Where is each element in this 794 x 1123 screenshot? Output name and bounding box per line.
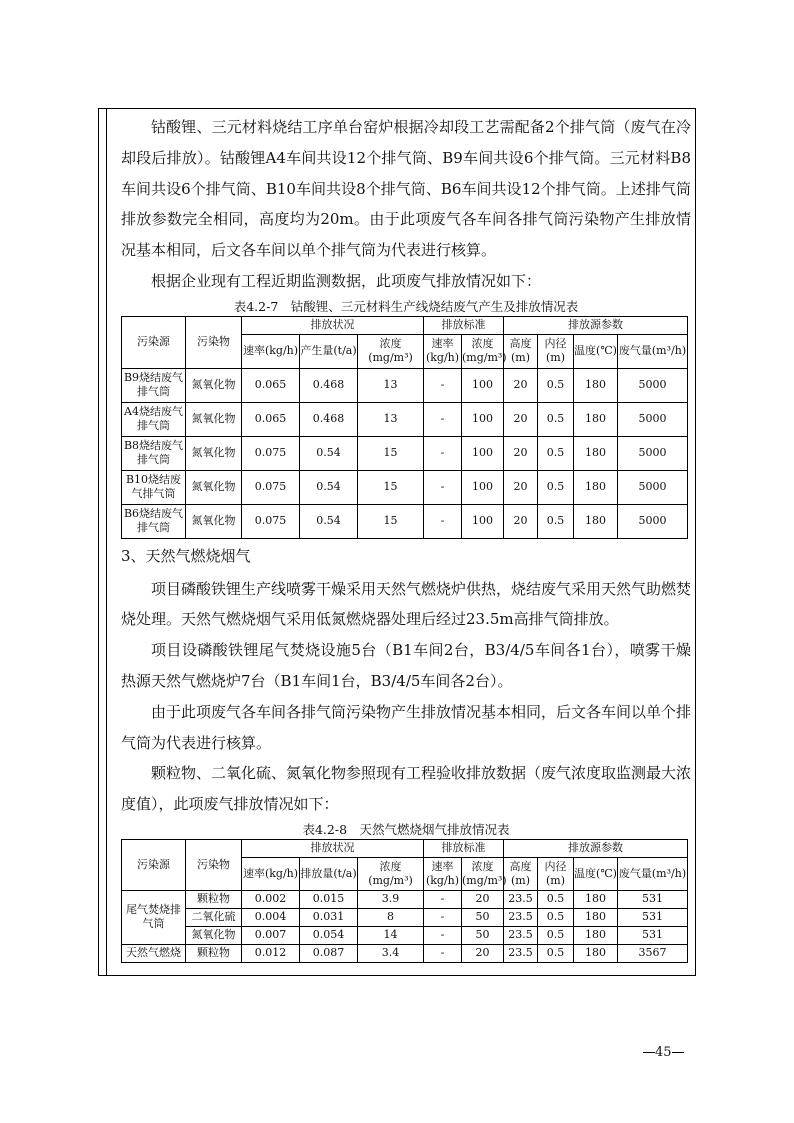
header-diameter: 内径(m) <box>538 857 574 890</box>
header-rate: 速率(kg/h) <box>242 334 300 368</box>
header-standard: 排放标准 <box>424 316 504 334</box>
cell-output: 0.468 <box>300 368 358 402</box>
cell-height: 20 <box>504 368 538 402</box>
cell-rate: 0.075 <box>242 470 300 504</box>
cell-pollutant: 氮氧化物 <box>186 470 242 504</box>
header-output: 排放量(t/a) <box>300 857 358 890</box>
table-row <box>122 944 688 962</box>
cell-conc: 3.4 <box>358 944 424 962</box>
cell-source: 天然气燃烧 <box>122 944 186 962</box>
header-status: 排放状况 <box>242 839 424 857</box>
header-std-conc: 浓度(mg/m³) <box>462 857 504 890</box>
header-status: 排放状况 <box>242 316 424 334</box>
cell-diameter: 0.5 <box>538 944 574 962</box>
cell-std-conc: 50 <box>462 908 504 926</box>
cell-output: 0.054 <box>300 926 358 944</box>
table-row <box>122 470 688 504</box>
cell-volume: 5000 <box>618 470 688 504</box>
cell-temp: 180 <box>574 368 618 402</box>
header-params: 排放源参数 <box>504 316 688 334</box>
cell-source: B6烧结废气排气筒 <box>122 504 186 538</box>
header-pollutant: 污染物 <box>186 316 242 368</box>
cell-std-conc: 100 <box>462 368 504 402</box>
cell-volume: 5000 <box>618 368 688 402</box>
cell-output: 0.468 <box>300 402 358 436</box>
header-height: 高度(m) <box>504 334 538 368</box>
cell-output: 0.54 <box>300 504 358 538</box>
header-pollutant: 污染物 <box>186 839 242 890</box>
cell-source: 尾气焚烧排气筒 <box>122 890 186 944</box>
cell-conc: 15 <box>358 504 424 538</box>
cell-std-conc: 100 <box>462 402 504 436</box>
cell-pollutant: 氮氧化物 <box>186 504 242 538</box>
cell-rate: 0.065 <box>242 368 300 402</box>
header-conc: 浓度(mg/m³) <box>358 334 424 368</box>
cell-diameter: 0.5 <box>538 926 574 944</box>
header-source: 污染源 <box>122 316 186 368</box>
cell-diameter: 0.5 <box>538 908 574 926</box>
cell-height: 23.5 <box>504 926 538 944</box>
cell-output: 0.54 <box>300 470 358 504</box>
cell-pollutant: 氮氧化物 <box>186 368 242 402</box>
cell-conc: 8 <box>358 908 424 926</box>
section-title: 3、天然气燃烧烟气 <box>121 546 251 565</box>
cell-temp: 180 <box>574 504 618 538</box>
cell-conc: 14 <box>358 926 424 944</box>
page-content <box>121 112 691 963</box>
paragraph: 根据企业现有工程近期监测数据，此项废气排放情况如下： <box>151 271 542 290</box>
cell-pollutant: 颗粒物 <box>186 944 242 962</box>
cell-std-conc: 100 <box>462 504 504 538</box>
cell-output: 0.015 <box>300 890 358 908</box>
cell-conc: 3.9 <box>358 890 424 908</box>
cell-volume: 5000 <box>618 504 688 538</box>
paragraph: 项目磷酸铁锂生产线喷雾干燥采用天然气燃烧炉供热，烧结废气采用天然气助燃焚烧处理。天然气燃烧烟气采用低氮燃烧器处理后经过23.5m高排气筒排放。 <box>121 579 692 629</box>
cell-conc: 15 <box>358 436 424 470</box>
cell-diameter: 0.5 <box>538 436 574 470</box>
cell-diameter: 0.5 <box>538 402 574 436</box>
header-std-rate: 速率(kg/h) <box>424 857 462 890</box>
cell-volume: 5000 <box>618 402 688 436</box>
page-number-value: 45 <box>655 1045 672 1060</box>
cell-source: B9烧结废气排气筒 <box>122 368 186 402</box>
cell-rate: 0.012 <box>242 944 300 962</box>
cell-volume: 531 <box>618 890 688 908</box>
cell-height: 23.5 <box>504 908 538 926</box>
cell-std-rate: - <box>424 436 462 470</box>
table-row <box>122 436 688 470</box>
header-std-rate: 速率(kg/h) <box>424 334 462 368</box>
table-row <box>122 504 688 538</box>
header-temp: 温度(℃) <box>574 334 618 368</box>
cell-pollutant: 氮氧化物 <box>186 402 242 436</box>
cell-std-conc: 100 <box>462 436 504 470</box>
page-number-dash <box>672 1052 684 1053</box>
cell-output: 0.087 <box>300 944 358 962</box>
cell-std-conc: 100 <box>462 470 504 504</box>
cell-temp: 180 <box>574 470 618 504</box>
table-caption: 表4.2-7 钴酸锂、三元材料生产线烧结废气产生及排放情况表 <box>233 298 579 314</box>
cell-diameter: 0.5 <box>538 368 574 402</box>
emission-table-sintering <box>121 316 688 539</box>
frame-margin-line <box>106 108 107 976</box>
header-source: 污染源 <box>122 839 186 890</box>
page-number-dash <box>643 1052 655 1053</box>
cell-height: 23.5 <box>504 890 538 908</box>
cell-output: 0.54 <box>300 436 358 470</box>
cell-std-conc: 20 <box>462 944 504 962</box>
header-conc: 浓度(mg/m³) <box>358 857 424 890</box>
table-row <box>122 908 688 926</box>
cell-height: 20 <box>504 436 538 470</box>
cell-temp: 180 <box>574 890 618 908</box>
table-row <box>122 402 688 436</box>
table-row <box>122 890 688 908</box>
cell-height: 20 <box>504 504 538 538</box>
cell-std-rate: - <box>424 890 462 908</box>
cell-source: B8烧结废气排气筒 <box>122 436 186 470</box>
cell-temp: 180 <box>574 402 618 436</box>
cell-height: 20 <box>504 470 538 504</box>
cell-volume: 531 <box>618 926 688 944</box>
paragraph: 颗粒物、二氧化硫、氮氧化物参照现有工程验收排放数据（废气浓度取监测最大浓度值），此项废气排放情况如下： <box>121 764 692 814</box>
cell-conc: 13 <box>358 368 424 402</box>
cell-rate: 0.075 <box>242 436 300 470</box>
cell-std-rate: - <box>424 504 462 538</box>
cell-std-rate: - <box>424 470 462 504</box>
header-rate: 速率(kg/h) <box>242 857 300 890</box>
cell-source: B10烧结废气排气筒 <box>122 470 186 504</box>
cell-rate: 0.007 <box>242 926 300 944</box>
cell-std-rate: - <box>424 926 462 944</box>
cell-volume: 3567 <box>618 944 688 962</box>
cell-output: 0.031 <box>300 908 358 926</box>
cell-height: 20 <box>504 402 538 436</box>
header-diameter: 内径(m) <box>538 334 574 368</box>
cell-conc: 13 <box>358 402 424 436</box>
cell-pollutant: 氮氧化物 <box>186 926 242 944</box>
header-standard: 排放标准 <box>424 839 504 857</box>
emission-table-gas <box>121 839 688 963</box>
cell-conc: 15 <box>358 470 424 504</box>
paragraph: 项目设磷酸铁锂尾气焚烧设施5台（B1车间2台，B3/4/5车间各1台），喷雾干燥热源天然气燃烧炉7台（B1车间1台，B3/4/5车间各2台）。 <box>121 641 691 690</box>
cell-volume: 531 <box>618 908 688 926</box>
cell-temp: 180 <box>574 436 618 470</box>
header-volume: 废气量(m³/h) <box>618 334 688 368</box>
paragraph: 由于此项废气各车间各排气筒污染物产生排放情况基本相同，后文各车间以单个排气筒为代表进行核算。 <box>121 702 692 752</box>
table-row <box>122 368 688 402</box>
header-temp: 温度(℃) <box>574 857 618 890</box>
cell-temp: 180 <box>574 944 618 962</box>
cell-diameter: 0.5 <box>538 470 574 504</box>
cell-std-rate: - <box>424 402 462 436</box>
header-volume: 废气量(m³/h) <box>618 857 688 890</box>
cell-rate: 0.004 <box>242 908 300 926</box>
cell-std-rate: - <box>424 908 462 926</box>
header-height: 高度(m) <box>504 857 538 890</box>
cell-temp: 180 <box>574 926 618 944</box>
cell-diameter: 0.5 <box>538 504 574 538</box>
cell-rate: 0.002 <box>242 890 300 908</box>
cell-pollutant: 颗粒物 <box>186 890 242 908</box>
cell-volume: 5000 <box>618 436 688 470</box>
cell-diameter: 0.5 <box>538 890 574 908</box>
cell-pollutant: 氮氧化物 <box>186 436 242 470</box>
cell-height: 23.5 <box>504 944 538 962</box>
cell-rate: 0.065 <box>242 402 300 436</box>
cell-pollutant: 二氧化硫 <box>186 908 242 926</box>
cell-std-rate: - <box>424 944 462 962</box>
header-std-conc: 浓度(mg/m³) <box>462 334 504 368</box>
header-params: 排放源参数 <box>504 839 688 857</box>
table-row <box>122 926 688 944</box>
cell-temp: 180 <box>574 908 618 926</box>
cell-std-conc: 20 <box>462 890 504 908</box>
page-number <box>643 1045 684 1060</box>
cell-std-rate: - <box>424 368 462 402</box>
header-output: 产生量(t/a) <box>300 334 358 368</box>
cell-std-conc: 50 <box>462 926 504 944</box>
cell-source: A4烧结废气排气筒 <box>122 402 186 436</box>
table-caption: 表4.2-8 天然气燃烧烟气排放情况表 <box>302 821 510 837</box>
paragraph: 钴酸锂、三元材料烧结工序单台窑炉根据冷却段工艺需配备2个排气筒（废气在冷却段后排放）。钴酸锂A4车间共设12个排气筒、B9车间共设6个排气筒。三元材料B8车间共设6个排气筒、B10车间共设8个排气筒、B6车间共设12个排气筒。上述排气筒排放参数完全相同，高度均为20m。由于此项废气各车间各排气筒污染物产生排放情况基本相同，后文各车间以单个排气筒为代表进行核算。 <box>121 118 691 260</box>
cell-rate: 0.075 <box>242 504 300 538</box>
